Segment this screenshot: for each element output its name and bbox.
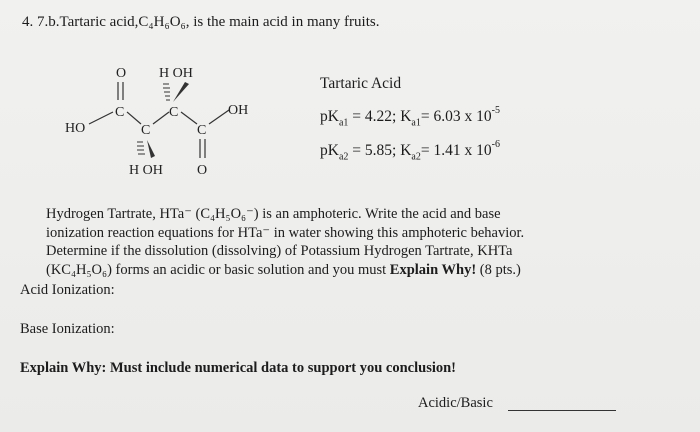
atom-h-oh-top: H OH <box>159 66 193 81</box>
ka1-subscript: a1 <box>411 117 421 129</box>
answer-blank-line[interactable] <box>508 410 616 411</box>
atom-oh-right: OH <box>228 103 249 118</box>
hashed-bond-bottom <box>137 142 145 154</box>
acid-name: Tartaric Acid <box>320 75 402 92</box>
paragraph-line-3: Determine if the dissolution (dissolving) of Potassium Hydrogen Tartrate, KHTa <box>46 243 513 259</box>
pka1-label: pK <box>320 108 339 126</box>
ka2-subscript: a2 <box>411 151 421 163</box>
question-number: 4. <box>22 14 34 30</box>
pka2-label: pK <box>320 142 339 160</box>
pka2-line <box>320 141 500 162</box>
atom-ho-left: HO <box>65 121 86 136</box>
bond-c3-c4 <box>181 112 197 124</box>
atom-h-oh-bottom: H OH <box>129 163 163 178</box>
ka1-exponent: -5 <box>491 105 500 116</box>
atom-c4: C <box>197 123 207 138</box>
pka1-line <box>320 107 500 128</box>
wedge-bond-top <box>173 82 189 102</box>
atom-o-top: O <box>116 66 127 81</box>
explain-why-emphasis: Explain Why! <box>389 261 477 278</box>
acid-ionization-label: Acid Ionization: <box>20 282 115 298</box>
pka1-value: = 4.22; K <box>348 108 412 126</box>
explain-why-label: Explain Why: Must include numerical data to support you conclusion! <box>20 360 457 376</box>
question-title <box>22 14 379 31</box>
base-ionization-label: Base Ionization: <box>20 321 115 337</box>
wedge-bond-bottom <box>147 140 155 158</box>
tartaric-acid-structure <box>55 60 295 190</box>
instructions-paragraph <box>46 205 606 279</box>
question-text: 7.b.Tartaric acid,C₄H₆O₆, is the main acid in many fruits. <box>37 14 380 30</box>
atom-c2: C <box>141 123 151 138</box>
bond-ho-c1 <box>89 112 113 124</box>
pka2-value: = 5.85; K <box>348 142 412 160</box>
paragraph-line-2: ionization reaction equations for HTa⁻ in water showing this amphoteric behavior. <box>46 224 525 241</box>
atom-c1: C <box>115 105 125 120</box>
paragraph-line-4-start: (KC₄H₅O₆) forms an acidic or basic solution and you must <box>46 261 390 278</box>
pka2-subscript: a2 <box>338 151 349 163</box>
paragraph-line-4 <box>46 261 606 280</box>
bond-c1-c2 <box>127 112 141 124</box>
ka2-value: = 1.41 x 10 <box>420 142 492 160</box>
hashed-bond-top <box>163 84 170 100</box>
pka1-subscript: a1 <box>338 117 349 129</box>
bond-c4-oh <box>209 110 229 124</box>
ka1-value: = 6.03 x 10 <box>420 108 492 126</box>
paragraph-line-1: Hydrogen Tartrate, HTa⁻ (C₄H₅O₆⁻) is an amphoteric. Write the acid and base <box>46 206 501 222</box>
bond-c2-c3 <box>153 112 169 124</box>
atom-c3: C <box>169 105 179 120</box>
atom-o-bottom: O <box>197 163 208 178</box>
paragraph-line-4-end: (8 pts.) <box>476 261 521 278</box>
acidic-basic-label: Acidic/Basic <box>418 395 493 411</box>
ka2-exponent: -6 <box>491 139 500 150</box>
